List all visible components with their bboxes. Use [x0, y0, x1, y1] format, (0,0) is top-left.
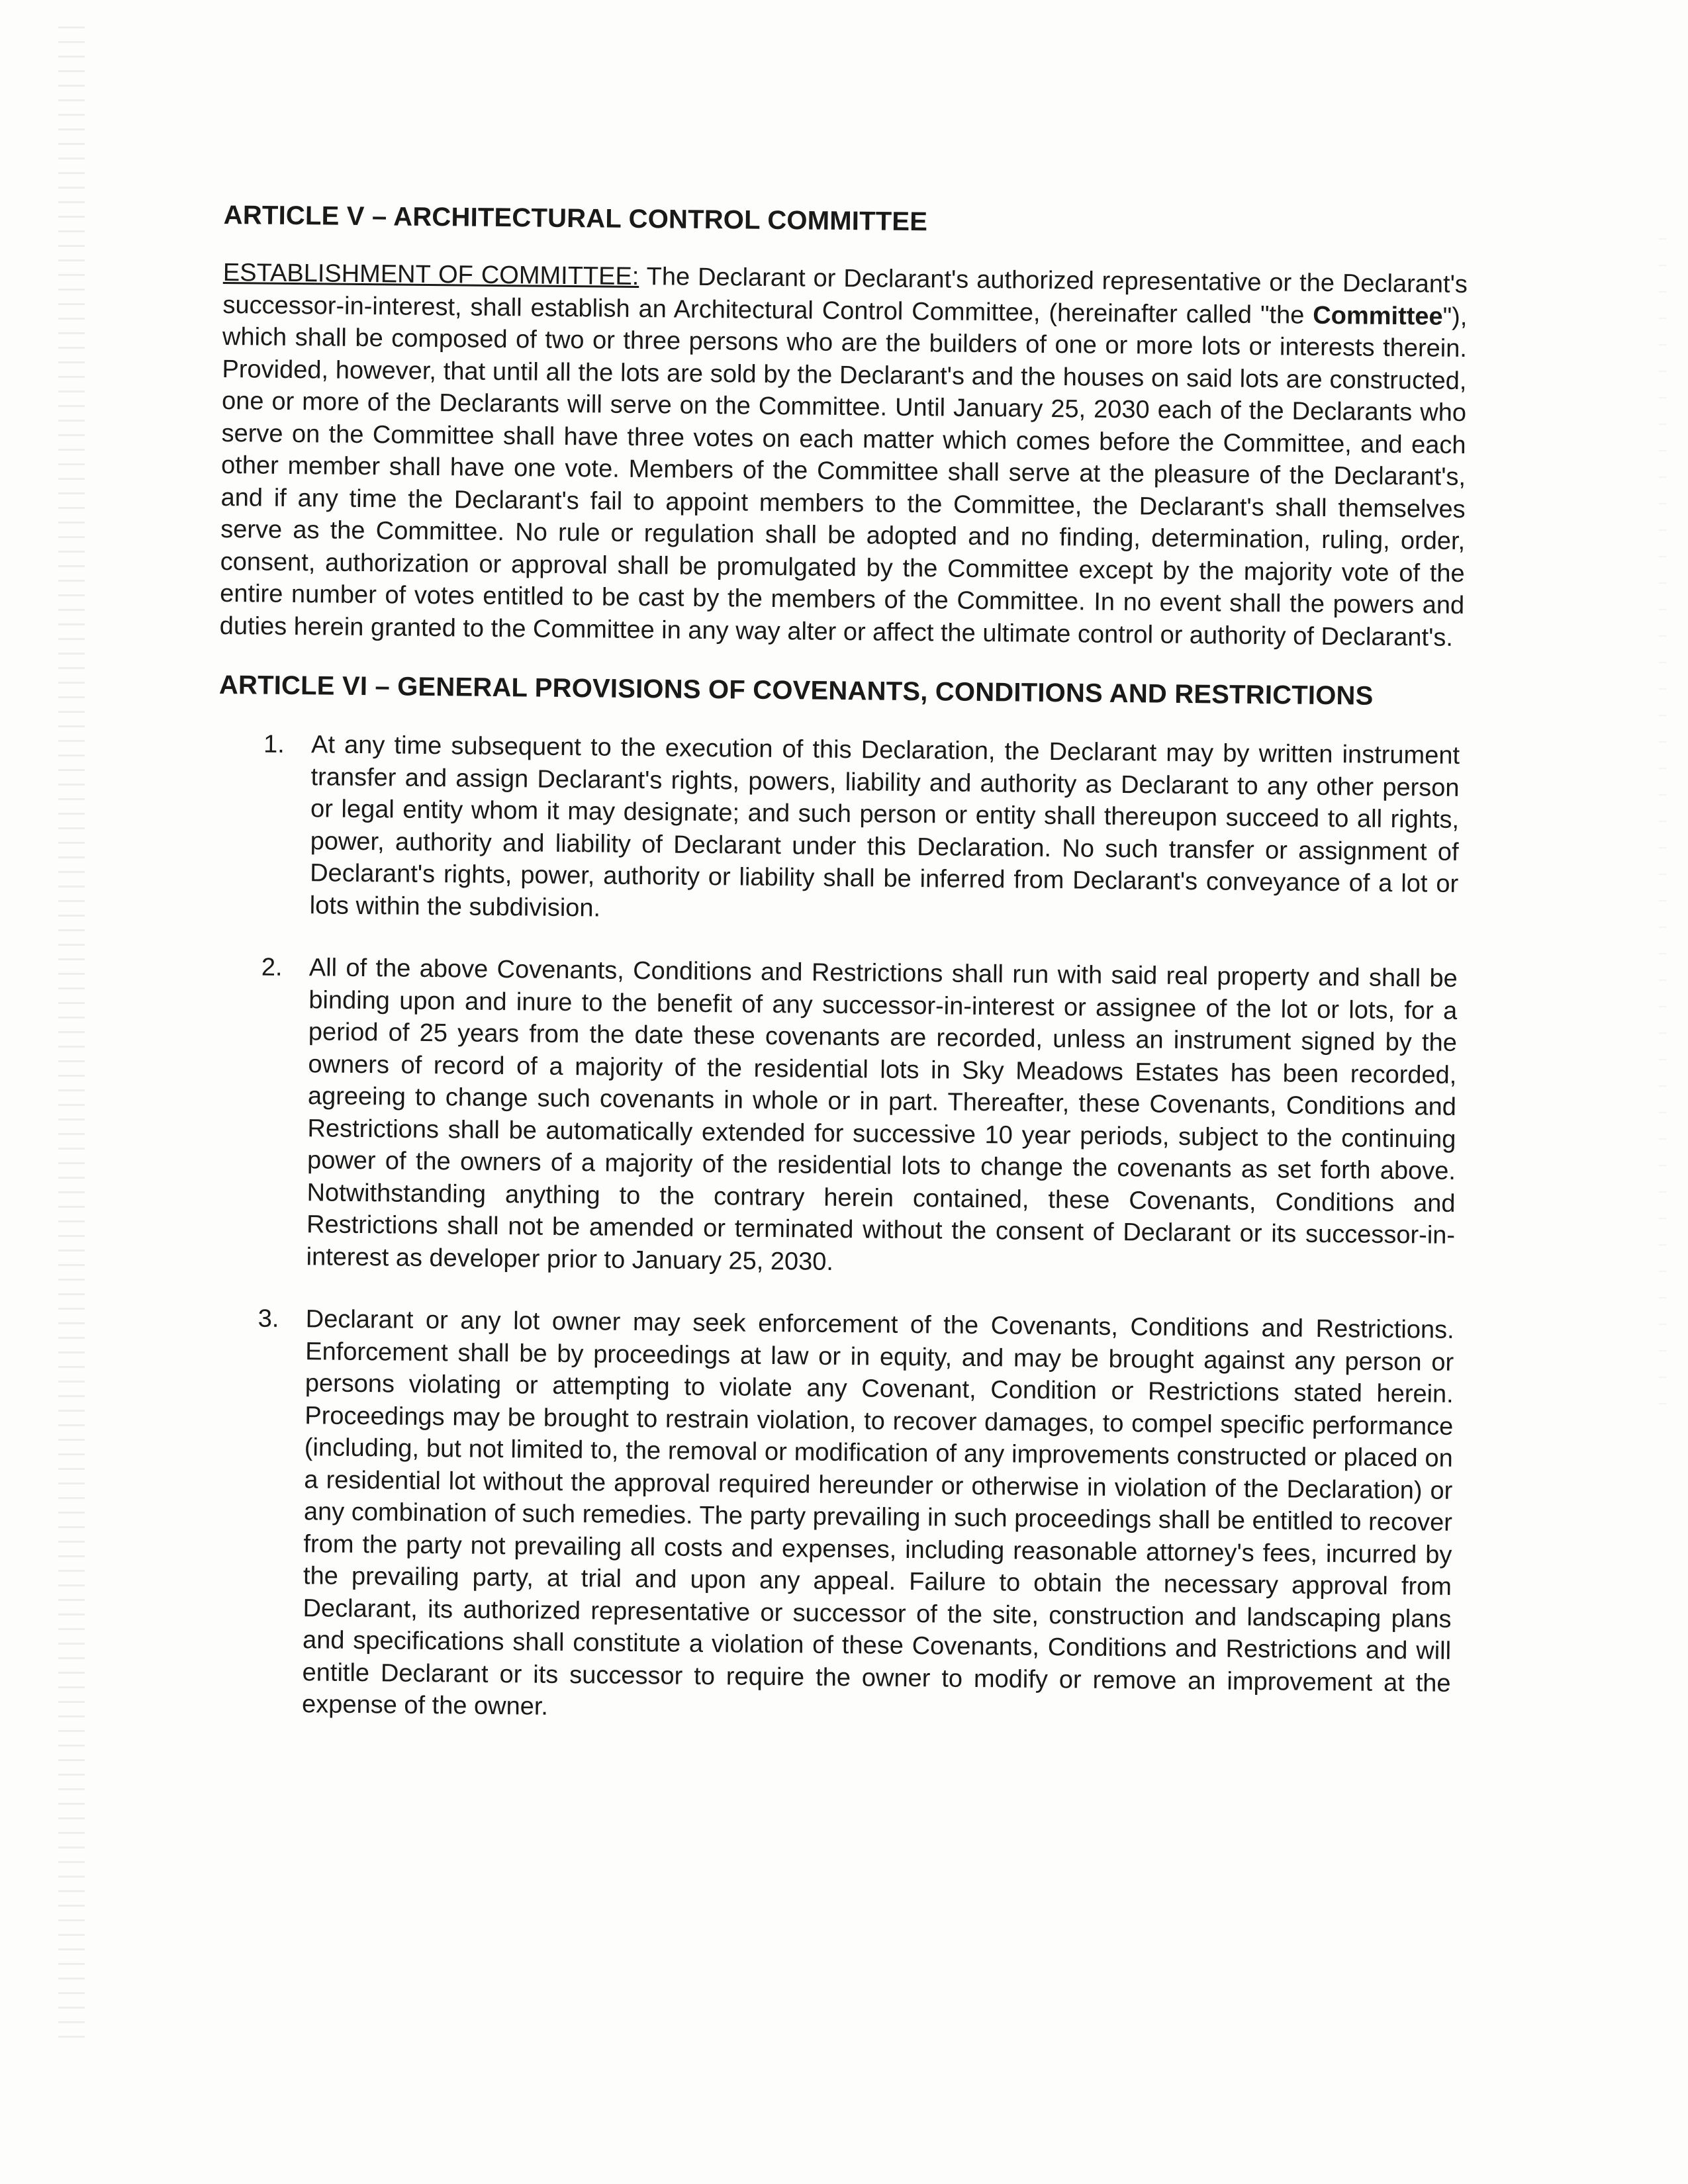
scan-artifact-right-edge — [1658, 238, 1666, 1430]
list-item-number: 2. — [261, 953, 283, 981]
scan-artifact-left-edge — [58, 26, 85, 2045]
list-item-text: All of the above Covenants, Conditions and Restrictions shall run with said real property and shall be binding upon and inure to the benefit of any successor-in-interest or assignee of the lot or lots, for a period of 25 years from the date these covenants are recorded, unless an instrument signed by the owners of record of a majority of the residential lots in Sky Meadows Estates has been recorded, agreeing to change such covenants in whole or in part. Thereafter, these Covenants, Conditions and Restrictions shall be automatically extended for successive 10 year periods, subject to the continuing power of the owners of a majority of the residential lots to change the covenants as set forth above. Notwithstanding anything to the contrary herein contained, these Covenants, Conditions and Restrictions shall not be amended or terminated without the consent of Declarant or its successor-in-interest as developer prior to January 25, 2030. — [306, 954, 1458, 1276]
article-v-text-2: "), which shall be composed of two or three persons who are the builders of one or more lots or interests therein. Provided, however, that until all the lots are sold by the Declarant's and the houses on said lots are constructed, one or more of the Declarants will serve on the Committee. Until January 25, 2030 each of the Declarants who serve on the Committee shall have three votes on each matter which comes before the Committee, and each other member shall have one vote. Members of the Committee shall serve at the pleasure of the Declarant's, and if any time the Declarant's fail to appoint members to the Committee, the Declarant's shall themselves serve as the Committee. No rule or regulation shall be adopted and no finding, determination, ruling, order, consent, authorization or approval shall be promulgated by the Committee except by the majority vote of the entire number of votes entitled to be cast by the members of the Committee. In no event shall the powers and duties herein granted to the Committee in any way alter or affect the ultimate control or authority of Declarant's. — [219, 302, 1468, 652]
list-item-text: Declarant or any lot owner may seek enforcement of the Covenants, Conditions and Restrictions. Enforcement shall be by proceedings at law or in equity, and may be brought against any person or persons violating or attempting to violate any Covenant, Condition or Restrictions stated herein. Proceedings may be brought to restrain violation, to recover damages, to compel specific performance (including, but not limited to, the removal or modification of any improvements constructed or placed on a residential lot without the approval required hereunder or otherwise in violation of the Declaration) or any combination of such remedies. The party prevailing in such proceedings shall be entitled to recover from the party not prevailing all costs and expenses, including reasonable attorney's fees, incurred by the prevailing party, at trial and upon any appeal. Failure to obtain the necessary approval from Declarant, its authorized representative or successor of the site, construction and landscaping plans and specifications shall constitute a violation of these Covenants, Conditions and Restrictions and will entitle Declarant or its successor to require the owner to modify or remove an improvement at the expense of the owner. — [301, 1305, 1454, 1721]
list-item-number: 3. — [258, 1304, 279, 1333]
establishment-lead: ESTABLISHMENT OF COMMITTEE: — [222, 258, 639, 291]
article-v-paragraph — [220, 257, 1468, 654]
committee-term: Committee — [1313, 301, 1443, 331]
list-item — [213, 951, 1461, 1284]
provisions-list — [209, 728, 1463, 1731]
list-item — [217, 728, 1464, 933]
article-v-heading: ARTICLE V – ARCHITECTURAL CONTROL COMMITTEE — [223, 200, 928, 237]
list-item — [209, 1302, 1458, 1732]
list-item-number: 1. — [263, 730, 285, 758]
article-vi-heading: ARTICLE VI – GENERAL PROVISIONS OF COVENANTS, CONDITIONS AND RESTRICTIONS — [218, 670, 1374, 711]
document-content — [209, 199, 1468, 1762]
article-v-text-1: The Declarant or Declarant's authorized representative or the Declarant's successor-in-interest, shall establish an Architectural Control Committee, (hereinafter called "the — [222, 263, 1468, 330]
list-item-text: At any time subsequent to the execution of this Declaration, the Declarant may by written instrument transfer and assign Declarant's rights, powers, liability and authority as Declarant to any other person or legal entity whom it may designate; and such person or entity shall thereupon succeed to all rights, power, authority and liability of Declarant under this Declaration. No such transfer or assignment of Declarant's rights, power, authority or liability shall be inferred from Declarant's conveyance of a lot or lots within the subdivision. — [309, 731, 1460, 923]
